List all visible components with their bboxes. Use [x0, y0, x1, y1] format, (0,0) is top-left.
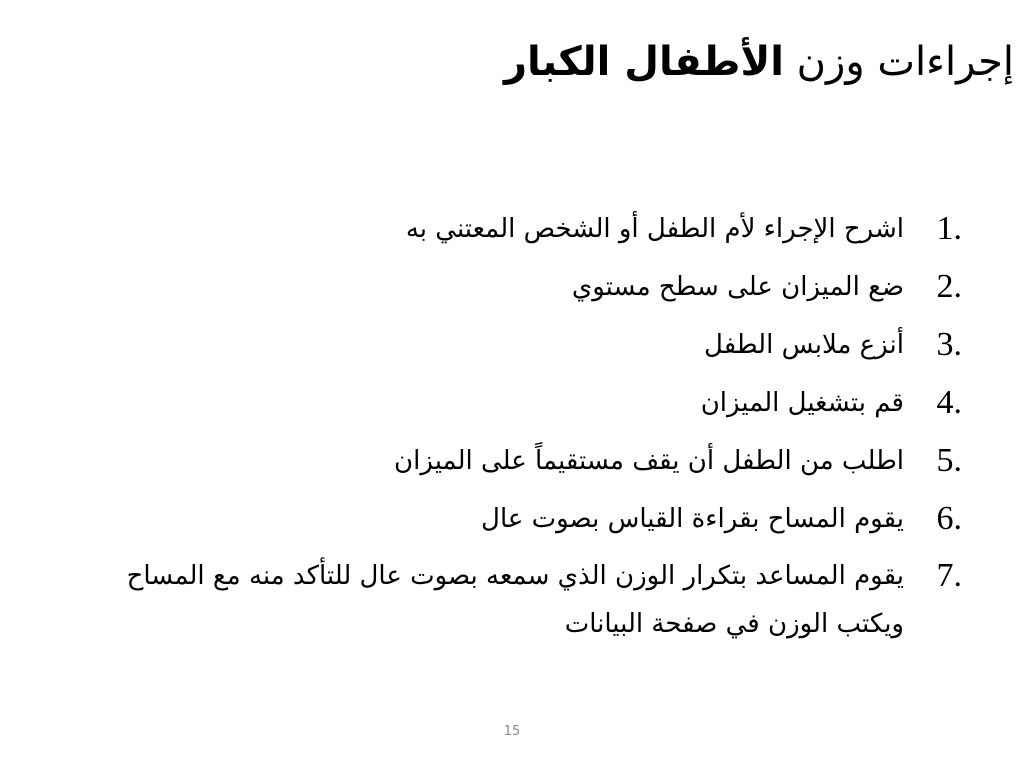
- step-text: قم بتشغيل الميزان: [700, 388, 904, 418]
- step-number: 6.: [936, 500, 962, 537]
- steps-list: [82, 204, 962, 656]
- step-text: يقوم المساح بقراءة القياس بصوت عال: [481, 504, 904, 534]
- list-item: [82, 436, 962, 486]
- list-item: [82, 320, 962, 370]
- step-text: أنزع ملابس الطفل: [704, 330, 904, 360]
- step-number: 3.: [936, 326, 962, 363]
- step-number: 4.: [936, 384, 962, 421]
- slide-title: [504, 38, 1014, 86]
- list-item: [82, 552, 962, 648]
- step-number: 7.: [936, 557, 962, 594]
- step-number: 5.: [936, 442, 962, 479]
- step-text: يقوم المساعد بتكرار الوزن الذي سمعه بصوت عال للتأكد منه مع المساح ويكتب الوزن في صفحة البيانات: [126, 561, 904, 639]
- title-bold: الأطفال الكبار: [503, 39, 784, 85]
- step-number: 1.: [936, 210, 962, 247]
- step-text: اطلب من الطفل أن يقف مستقيماً على الميزان: [394, 446, 904, 476]
- title-regular: إجراءات وزن: [783, 39, 1014, 85]
- list-item: [82, 262, 962, 312]
- list-item: [82, 204, 962, 254]
- step-text: ضع الميزان على سطح مستوي: [571, 272, 904, 302]
- page-number: 15: [503, 724, 521, 739]
- list-item: [82, 494, 962, 544]
- step-text: اشرح الإجراء لأم الطفل أو الشخص المعتني به: [405, 214, 904, 244]
- step-number: 2.: [936, 268, 962, 305]
- list-item: [82, 378, 962, 428]
